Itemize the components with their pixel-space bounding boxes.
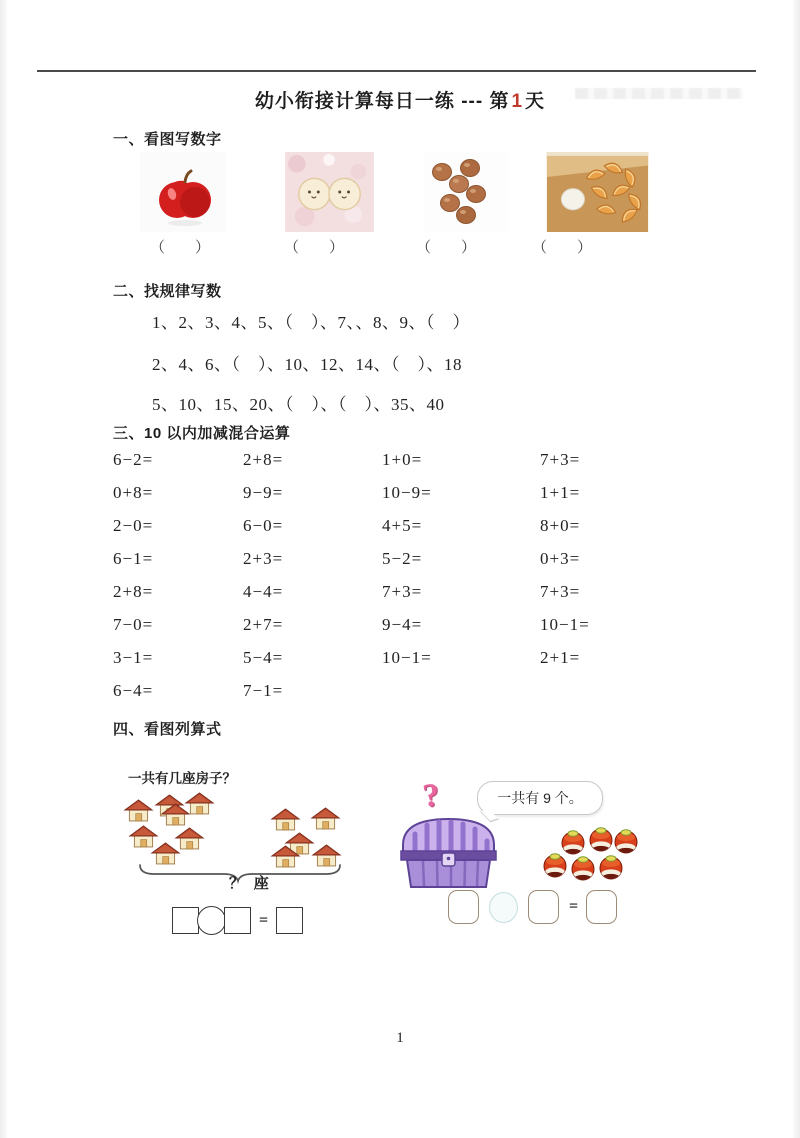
houses-answer-unit: ？ 座: [229, 876, 272, 892]
math-problem: 5−4=: [243, 648, 284, 667]
equals-sign: =: [569, 898, 579, 915]
math-problem: 0+8=: [113, 483, 154, 502]
math-problem: 7−1=: [243, 681, 284, 700]
answer-bracket: （ ）: [149, 240, 210, 256]
oranges-illustration: [545, 152, 650, 232]
math-problem: 2+8=: [113, 582, 154, 601]
buns-illustration: [284, 152, 375, 232]
math-problem: 2−0=: [113, 516, 154, 535]
houses-question-text: 一共有几座房子？: [128, 771, 236, 786]
number-sequence-line: 2、4、6、（ ）、10、12、14、（ ）、18: [152, 355, 462, 374]
operator-circle: [489, 892, 518, 923]
answer-box: [528, 890, 559, 924]
section1-heading: 一、看图写数字: [113, 131, 222, 148]
math-problem: 1+1=: [540, 483, 581, 502]
title-prefix: 幼小衔接计算每日一练 --- 第: [254, 91, 510, 112]
math-problem: 4−4=: [243, 582, 284, 601]
operator-circle: [197, 906, 226, 935]
pink-question-mark: ?: [420, 777, 442, 815]
math-problem: 10−1=: [382, 648, 432, 667]
answer-bracket: （ ）: [415, 240, 476, 256]
math-problem: 10−9=: [382, 483, 432, 502]
math-problem: 3−1=: [113, 648, 154, 667]
faint-watermark: [575, 88, 743, 99]
answer-bracket: （ ）: [531, 240, 592, 256]
math-problem: 7+3=: [540, 582, 581, 601]
answer-box: [224, 907, 251, 934]
math-problem: 6−1=: [113, 549, 154, 568]
day-number: 1: [511, 91, 524, 112]
section3-heading: 三、10 以内加减混合运算: [113, 425, 291, 442]
equation-template-left: [172, 906, 303, 935]
answer-box: [172, 907, 199, 934]
page-number: 1: [396, 1030, 404, 1046]
header-rule-line: [37, 70, 756, 72]
math-problem: 2+3=: [243, 549, 284, 568]
math-problem: 0+3=: [540, 549, 581, 568]
math-problem: 6−0=: [243, 516, 284, 535]
math-problem: 6−2=: [113, 450, 154, 469]
answer-bracket: （ ）: [283, 240, 344, 256]
answer-box: [586, 890, 617, 924]
figure-oranges: [545, 152, 650, 232]
houses-illustration: [112, 786, 360, 884]
title-suffix: 天: [525, 91, 546, 112]
math-problem: 9−9=: [243, 483, 284, 502]
answer-box: [276, 907, 303, 934]
equals-sign: =: [259, 911, 269, 929]
math-problem: 8+0=: [540, 516, 581, 535]
math-problem: 2+1=: [540, 648, 581, 667]
math-problem: 10−1=: [540, 615, 590, 634]
math-problem: 1+0=: [382, 450, 423, 469]
eggs-illustration: [424, 152, 508, 232]
treasure-chest-illustration: [397, 812, 500, 888]
math-problem: 7+3=: [540, 450, 581, 469]
figure-buns: [284, 152, 375, 232]
apple-illustration: [140, 152, 226, 232]
math-problem: 7−0=: [113, 615, 154, 634]
math-problem: 2+8=: [243, 450, 284, 469]
section4-heading: 四、看图列算式: [113, 721, 222, 738]
section2-heading: 二、找规律写数: [113, 283, 222, 300]
math-problem: 5−2=: [382, 549, 423, 568]
speech-bubble: 一共有 9 个。: [477, 781, 603, 815]
answer-box: [448, 890, 479, 924]
math-problem: 9−4=: [382, 615, 423, 634]
figure-apple: [140, 152, 226, 232]
math-problem: 4+5=: [382, 516, 423, 535]
page-left-edge-shadow: [0, 0, 7, 1138]
number-sequence-line: 5、10、15、20、（ ）、（ ）、35、40: [152, 395, 445, 414]
equation-template-right: [448, 890, 617, 924]
math-problem: 6−4=: [113, 681, 154, 700]
number-sequence-line: 1、2、3、4、5、（ ）、7、、8、9、（ ）: [152, 313, 470, 332]
page-right-edge-shadow: [793, 0, 800, 1138]
red-balls-illustration: [539, 825, 641, 885]
figure-eggs: [424, 152, 508, 232]
calculation-grid: [113, 450, 713, 701]
math-problem: 2+7=: [243, 615, 284, 634]
math-problem: 7+3=: [382, 582, 423, 601]
